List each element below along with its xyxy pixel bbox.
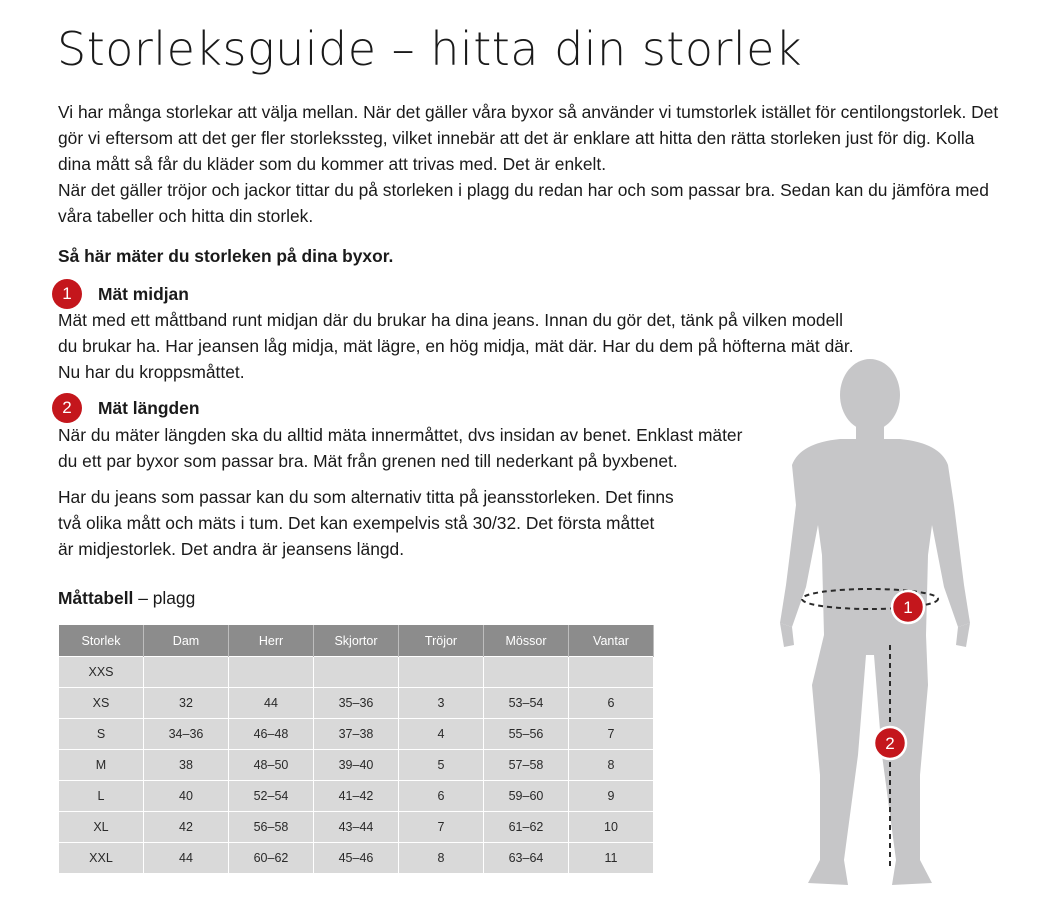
table-cell: 34–36 (144, 719, 229, 750)
table-row (59, 750, 654, 781)
alternative-line: Har du jeans som passar kan du som alternativ titta på jeansstorleken. Det finns (58, 487, 674, 507)
size-table-title (58, 588, 195, 609)
table-cell: 53–54 (484, 688, 569, 719)
table-cell: 43–44 (314, 812, 399, 843)
step-1-line: du brukar ha. Har jeansen låg midja, mät lägre, en hög midja, mät där. Har du dem på höfterna mät där. (58, 336, 854, 356)
table-cell: XXL (59, 843, 144, 874)
table-cell: 11 (569, 843, 654, 874)
table-cell: 57–58 (484, 750, 569, 781)
table-cell: 4 (399, 719, 484, 750)
table-cell: 61–62 (484, 812, 569, 843)
intro-text (58, 99, 1008, 229)
table-cell: 60–62 (229, 843, 314, 874)
table-row (59, 812, 654, 843)
table-cell (229, 657, 314, 688)
table-cell: 56–58 (229, 812, 314, 843)
table-cell: 32 (144, 688, 229, 719)
table-cell: M (59, 750, 144, 781)
length-badge: 2 (885, 734, 895, 753)
table-cell: 44 (229, 688, 314, 719)
table-cell: 6 (569, 688, 654, 719)
table-cell: 5 (399, 750, 484, 781)
table-cell: XS (59, 688, 144, 719)
step-1-title: Mät midjan (98, 283, 189, 304)
table-cell: 44 (144, 843, 229, 874)
intro-paragraph-1: Vi har många storlekar att välja mellan. När det gäller våra byxor så använder vi tumstorlek istället för centilongstorlek. Det gör vi eftersom att det ger fler storlekssteg, vilket innebär att det är enklare att hitta den rätta storleken just för dig. Kolla dina mått så får du kläder som du kommer att trivas med. Det är enkelt. (58, 102, 999, 174)
size-table-header-cell: Tröjor (399, 625, 484, 657)
table-cell: 8 (399, 843, 484, 874)
table-cell (144, 657, 229, 688)
table-row (59, 688, 654, 719)
table-cell: 35–36 (314, 688, 399, 719)
table-cell: 7 (399, 812, 484, 843)
step-1-line: Nu har du kroppsmåttet. (58, 362, 245, 382)
table-cell: S (59, 719, 144, 750)
table-cell: 55–56 (484, 719, 569, 750)
step-1-body (58, 307, 854, 385)
table-cell: L (59, 781, 144, 812)
table-cell (484, 657, 569, 688)
table-cell: 45–46 (314, 843, 399, 874)
page-title: Storleksguide – hitta din storlek (57, 22, 803, 76)
table-cell: 3 (399, 688, 484, 719)
table-cell: 8 (569, 750, 654, 781)
size-table-header-cell: Herr (229, 625, 314, 657)
size-table-header-cell: Vantar (569, 625, 654, 657)
body-silhouette-figure (770, 355, 970, 895)
size-table-header-cell: Skjortor (314, 625, 399, 657)
table-cell: 63–64 (484, 843, 569, 874)
alternative-line: två olika mått och mäts i tum. Det kan exempelvis stå 30/32. Det första måttet (58, 513, 655, 533)
step-2-badge: 2 (52, 393, 82, 423)
table-cell: XL (59, 812, 144, 843)
size-table-header-cell: Mössor (484, 625, 569, 657)
table-cell: 48–50 (229, 750, 314, 781)
table-cell: 52–54 (229, 781, 314, 812)
howto-heading: Så här mäter du storleken på dina byxor. (58, 246, 394, 266)
table-cell: 10 (569, 812, 654, 843)
table-cell (399, 657, 484, 688)
step-2-header (52, 393, 199, 423)
table-row (59, 781, 654, 812)
table-cell: 42 (144, 812, 229, 843)
size-table (59, 625, 654, 873)
size-table-title-rest: – plagg (133, 588, 196, 608)
table-cell: 9 (569, 781, 654, 812)
size-table-title-bold: Måttabell (58, 588, 134, 608)
table-cell: 7 (569, 719, 654, 750)
table-cell: XXS (59, 657, 144, 688)
table-cell (569, 657, 654, 688)
table-cell (314, 657, 399, 688)
step-1-badge: 1 (52, 279, 82, 309)
step-1-line: Mät med ett måttband runt midjan där du brukar ha dina jeans. Innan du gör det, tänk på vilken modell (58, 310, 843, 330)
table-cell: 39–40 (314, 750, 399, 781)
size-table-header-cell: Storlek (59, 625, 144, 657)
alternative-line: är midjestorlek. Det andra är jeansens längd. (58, 539, 405, 559)
table-cell: 38 (144, 750, 229, 781)
step-1-header (52, 279, 189, 309)
size-table-header-row (59, 625, 654, 657)
table-cell: 37–38 (314, 719, 399, 750)
table-row (59, 843, 654, 874)
waist-badge: 1 (903, 598, 913, 617)
table-row (59, 657, 654, 688)
body-silhouette (780, 359, 970, 885)
intro-paragraph-2: När det gäller tröjor och jackor tittar du på storleken i plagg du redan har och som passar bra. Sedan kan du jämföra med våra tabeller och hitta din storlek. (58, 180, 989, 226)
table-cell: 59–60 (484, 781, 569, 812)
table-cell: 6 (399, 781, 484, 812)
alternative-text (58, 484, 758, 562)
size-table-body (59, 657, 654, 874)
table-cell: 40 (144, 781, 229, 812)
step-2-body (58, 422, 742, 474)
table-cell: 41–42 (314, 781, 399, 812)
table-cell: 46–48 (229, 719, 314, 750)
table-row (59, 719, 654, 750)
step-2-title: Mät längden (98, 397, 200, 418)
step-2-line: När du mäter längden ska du alltid mäta innermåttet, dvs insidan av benet. Enklast mäter (58, 425, 743, 445)
step-2-line: du ett par byxor som passar bra. Mät från grenen ned till nederkant på byxbenet. (58, 451, 678, 471)
size-table-header-cell: Dam (144, 625, 229, 657)
